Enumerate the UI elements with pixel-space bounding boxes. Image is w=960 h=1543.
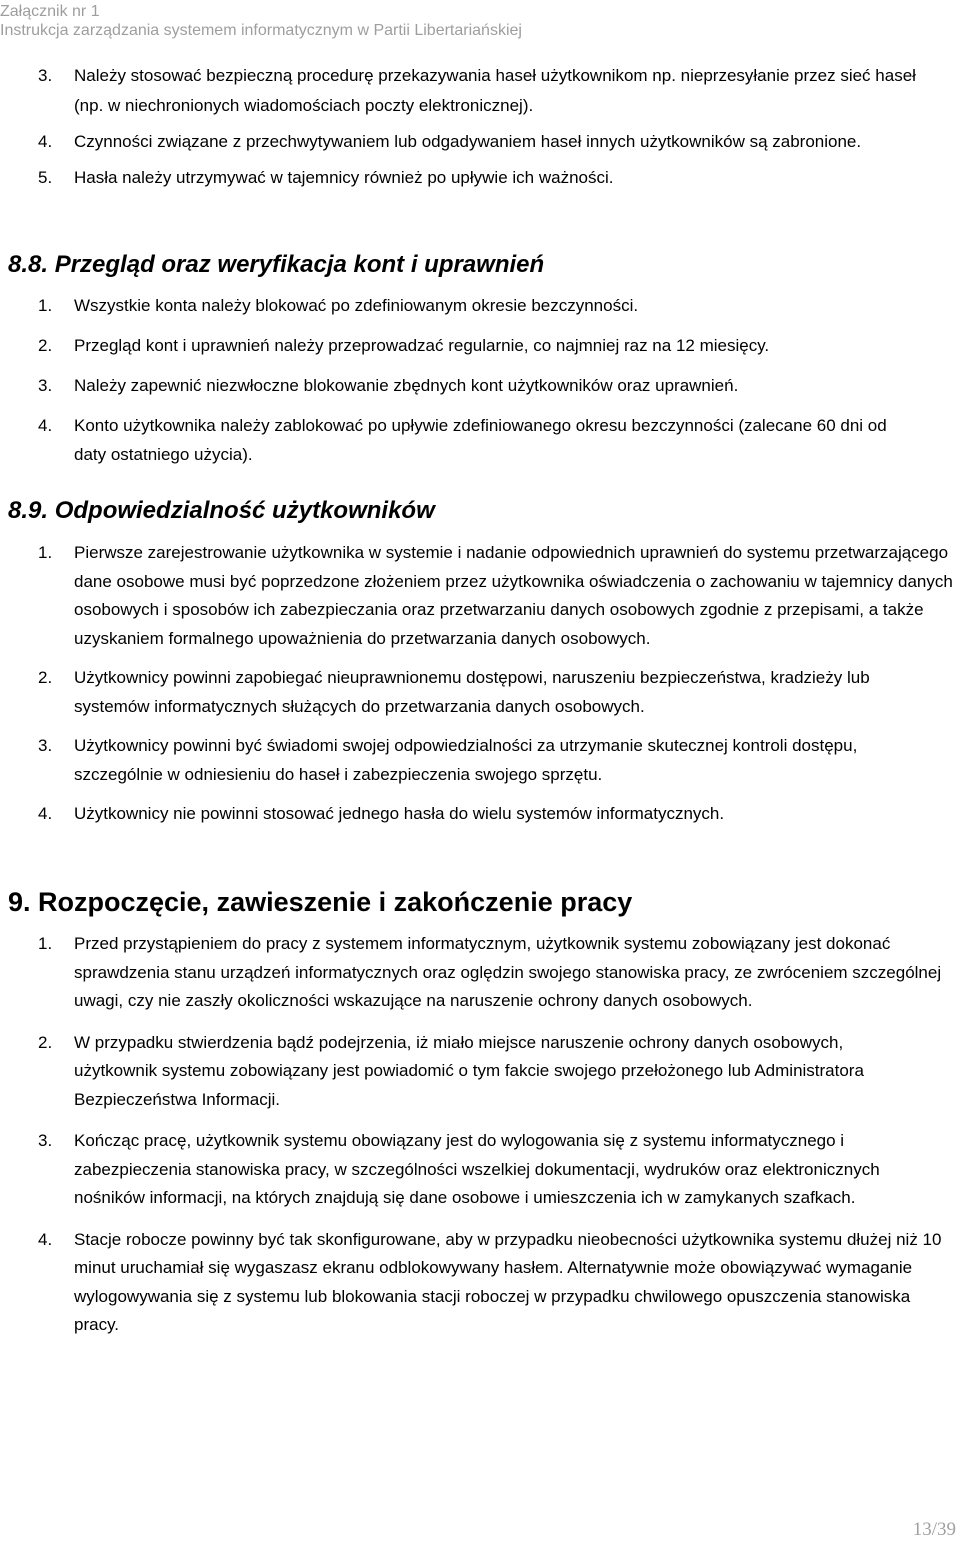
list-item-text: Przed przystąpieniem do pracy z systemem informatycznym, użytkownik systemu zobowiązany jest dokonać sprawdzenia stanu urządzeń informatycznych oraz oględzin swojego stanowiska pracy, ze zwróceniem szczególnej uwagi, czy nie zaszły okoliczności wskazujące na naruszenie ochrony danych osobowych. <box>74 934 942 1010</box>
section-8-8-list <box>0 291 960 469</box>
list-item-text: Czynności związane z przechwytywaniem lub odgadywaniem haseł innych użytkowników są zabronione. <box>74 132 862 151</box>
list-item <box>0 61 924 121</box>
list-item-text: Użytkownicy powinni być świadomi swojej odpowiedzialności za utrzymanie skutecznej kontroli dostępu, szczególnie w odniesieniu do haseł i zabezpieczenia swojego sprzętu. <box>74 736 858 784</box>
section-heading-8-9: 8.9. Odpowiedzialność użytkowników <box>8 497 435 524</box>
header-attachment-label: Załącznik nr 1 <box>0 3 100 20</box>
list-item-number: 3. <box>38 1131 53 1150</box>
header-document-title: Instrukcja zarządzania systemem informatycznym w Partii Libertariańskiej <box>0 22 522 39</box>
list-item <box>0 331 949 360</box>
list-item-number: 1. <box>38 543 53 562</box>
list-item <box>0 732 949 789</box>
list-item-number: 3. <box>38 736 53 755</box>
list-item-number: 2. <box>38 1032 53 1052</box>
list-item-number: 2. <box>38 336 53 355</box>
list-item-number: 1. <box>38 296 53 315</box>
list-item-text: Pierwsze zarejestrowanie użytkownika w systemie i nadanie odpowiednich uprawnień do systemu przetwarzającego dane osobowe musi być poprzedzone złożeniem przez użytkownika oświadczenia o zachowaniu w tajemnicy danych osobowych i sposobów ich zabezpieczania oraz przetwarzaniu danych osobowych zgodnie z przepisami, a także uzyskaniem formalnego upoważnienia do przetwarzania danych osobowych. <box>74 543 953 648</box>
list-item-number: 4. <box>38 132 53 151</box>
list-item-number: 4. <box>38 1229 53 1249</box>
list-item <box>0 291 949 320</box>
section-heading-8-8: 8.8. Przegląd oraz weryfikacja kont i uprawnień <box>8 251 545 278</box>
list-item-text: Należy zapewnić niezwłoczne blokowanie zbędnych kont użytkowników oraz uprawnień. <box>74 376 739 395</box>
list-item-text: Wszystkie konta należy blokować po zdefiniowanym okresie bezczynności. <box>74 296 639 315</box>
list-item-text: Konto użytkownika należy zablokować po upływie zdefiniowanego okresu bezczynności (zalecane 60 dni od daty ostatniego użycia). <box>74 416 887 464</box>
list-item-text: Hasła należy utrzymywać w tajemnicy również po upływie ich ważności. <box>74 168 614 187</box>
list-item-number: 1. <box>38 934 53 953</box>
list-item <box>0 1029 879 1115</box>
list-item <box>0 371 949 400</box>
list-item <box>0 539 954 653</box>
section-9-list <box>0 930 960 1340</box>
list-item <box>0 1127 946 1213</box>
list-item-number: 5. <box>38 168 53 187</box>
list-item-number: 2. <box>38 668 53 687</box>
list-item-text: Stacje robocze powinny być tak skonfigurowane, aby w przypadku nieobecności użytkownika systemu dłużej niż 10 minut uruchamiał się wygaszasz ekranu odblokowywany hasłem. Alternatywnie może obowiązywać wymaganie wylogowywania się z systemu lub blokowania stacji roboczej w przypadku chwilowego opuszczenia stanowiska pracy. <box>74 1229 942 1334</box>
list-item <box>0 163 924 193</box>
list-item-text: Należy stosować bezpieczną procedurę przekazywania haseł użytkownikom np. nieprzesyłanie przez sieć haseł (np. w niechronionych wiadomościach poczty elektronicznej). <box>74 66 916 115</box>
list-item-number: 4. <box>38 804 53 823</box>
list-item-number: 3. <box>38 376 53 395</box>
page-number: 13/39 <box>912 1519 956 1540</box>
list-item-text: Kończąc pracę, użytkownik systemu obowiązany jest do wylogowania się z systemu informatycznego i zabezpieczenia stanowiska pracy, w szczególności wszelkiej dokumentacji, wydruków oraz elektronicznych nośników informacji, na których znajdują się dane osobowe i umieszczenia ich w zamykanych szafkach. <box>74 1131 880 1207</box>
list-item-text: W przypadku stwierdzenia bądź podejrzenia, iż miało miejsce naruszenie ochrony danych osobowych, użytkownik systemu zobowiązany jest powiadomić o tym fakcie swojego przełożonego lub Administratora Bezpieczeństwa Informacji. <box>74 1032 864 1109</box>
list-item-number: 3. <box>38 66 53 85</box>
section-heading-9: 9. Rozpoczęcie, zawieszenie i zakończenie pracy <box>8 887 633 917</box>
document-header <box>0 0 522 42</box>
list-item-text: Użytkownicy powinni zapobiegać nieuprawnionemu dostępowi, naruszeniu bezpieczeństwa, kradzieży lub systemów informatycznych służących do przetwarzania danych osobowych. <box>74 668 870 716</box>
section-8-9-list <box>0 539 960 829</box>
list-item <box>0 664 924 721</box>
list-item <box>0 411 909 469</box>
list-item <box>0 930 954 1016</box>
list-item <box>0 127 924 157</box>
list-item-number: 4. <box>38 416 53 435</box>
list-item <box>0 1226 949 1340</box>
continued-list <box>0 61 960 193</box>
list-item <box>0 800 949 829</box>
list-item-text: Użytkownicy nie powinni stosować jednego hasła do wielu systemów informatycznych. <box>74 804 725 823</box>
list-item-text: Przegląd kont i uprawnień należy przeprowadzać regularnie, co najmniej raz na 12 miesięcy. <box>74 336 770 355</box>
